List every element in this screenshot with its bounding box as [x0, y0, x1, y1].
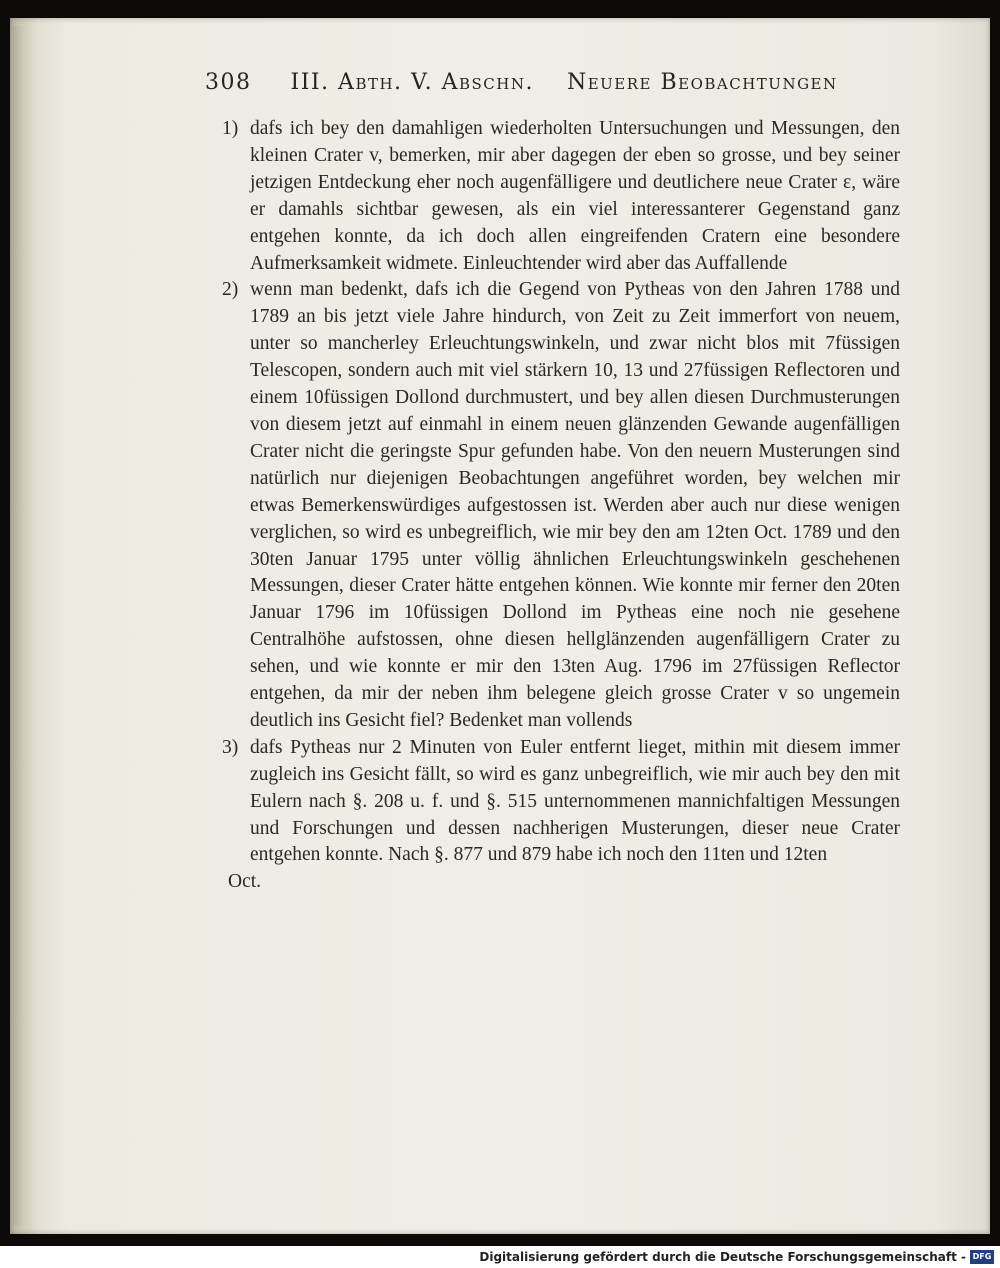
body-text [222, 116, 900, 896]
list-item-2 [222, 277, 900, 734]
item-number: 3) [222, 736, 239, 758]
section-label: III. Abth. V. Abschn. [290, 70, 534, 95]
list-item-1 [222, 116, 900, 277]
page-number: 308 [205, 70, 252, 95]
item-text: dafs ich bey den damahligen wiederholten Untersuchungen und Messungen, den kleinen Crater v, bemerken, mir aber dagegen der eben so grosse, und bey seiner jetzigen Entdeckung eher noch augenfälligere und deutlichere neue Crater ε, wäre er damahls sichtbar gewesen, als ein viel interessanterer Gegenstand ganz entgehen konnte, da ich doch allen eingreifenden Cratern eine besondere Aufmerksamkeit widmete. Einleuchtender wird aber das Auffallende [250, 118, 900, 274]
item-text: wenn man bedenkt, dafs ich die Gegend von Pytheas von den Jahren 1788 und 1789 an bis jetzt viele Jahre hindurch, von Zeit zu Zeit immerfort von neuem, unter so mancherley Erleuchtungswinkeln, und zwar nicht blos mit 7füssigen Telescopen, sondern auch mit viel stärkern 10, 13 und 27füssigen Reflectoren und einem 10füssigen Dollond durchmustert, und bey allen diesen Durchmusterungen von diesem jetzt auf einmahl in einem neuen glänzenden Gewande augenfälligen Crater nicht die geringste Spur gefunden habe. Von den neuern Musterungen sind natürlich nur diejenigen Beobachtungen angeführet worden, bey welchen mir etwas Bemerkenswürdiges aufgestossen ist. Werden aber auch nur diese wenigen verglichen, so wird es unbegreiflich, wie mir bey den am 12ten Oct. 1789 und den 30ten Januar 1795 unter völlig ähnlichen Erleuchtungswinkeln geschehenen Messungen, dieser Crater hätte entgehen können. Wie konnte mir ferner den 20ten Januar 1796 im 10füssigen Dollond im Pytheas eine noch nie gesehene Centralhöhe aufstossen, ohne diesen hellglänzenden augenfälligern Crater zu sehen, und wie konnte er mir den 13ten Aug. 1796 im 27füssigen Reflector entgehen, da mir der neben ihm belegene gleich grosse Crater v so ungemein deutlich ins Gesicht fiel? Bedenket man vollends [250, 279, 900, 731]
catchword: Oct. [228, 871, 262, 893]
funding-credit: Digitalisierung gefördert durch die Deutsche Forschungsgemeinschaft - [479, 1250, 966, 1264]
list-item-3 [222, 735, 900, 870]
item-number: 1) [222, 118, 239, 139]
running-head [205, 70, 905, 106]
item-number: 2) [222, 279, 239, 301]
item-text: dafs Pytheas nur 2 Minuten von Euler entfernt lieget, mithin mit diesem immer zugleich ins Gesicht fällt, so wird es ganz unbegreiflich, wie mir auch bey den mit Eulern nach §. 208 u. f. und §. 515 unternommenen mannichfaltigen Messungen und Forschungen und dessen nachherigen Musterungen, dieser neue Crater entgehen konnte. Nach §. 877 und 879 habe ich noch den 11ten und 12ten [250, 736, 900, 866]
dfg-logo-icon: DFG [970, 1250, 994, 1264]
page-gutter-shadow [12, 26, 26, 1226]
footer-bar [0, 1246, 1000, 1268]
running-title: Neuere Beobachtungen [566, 70, 838, 95]
